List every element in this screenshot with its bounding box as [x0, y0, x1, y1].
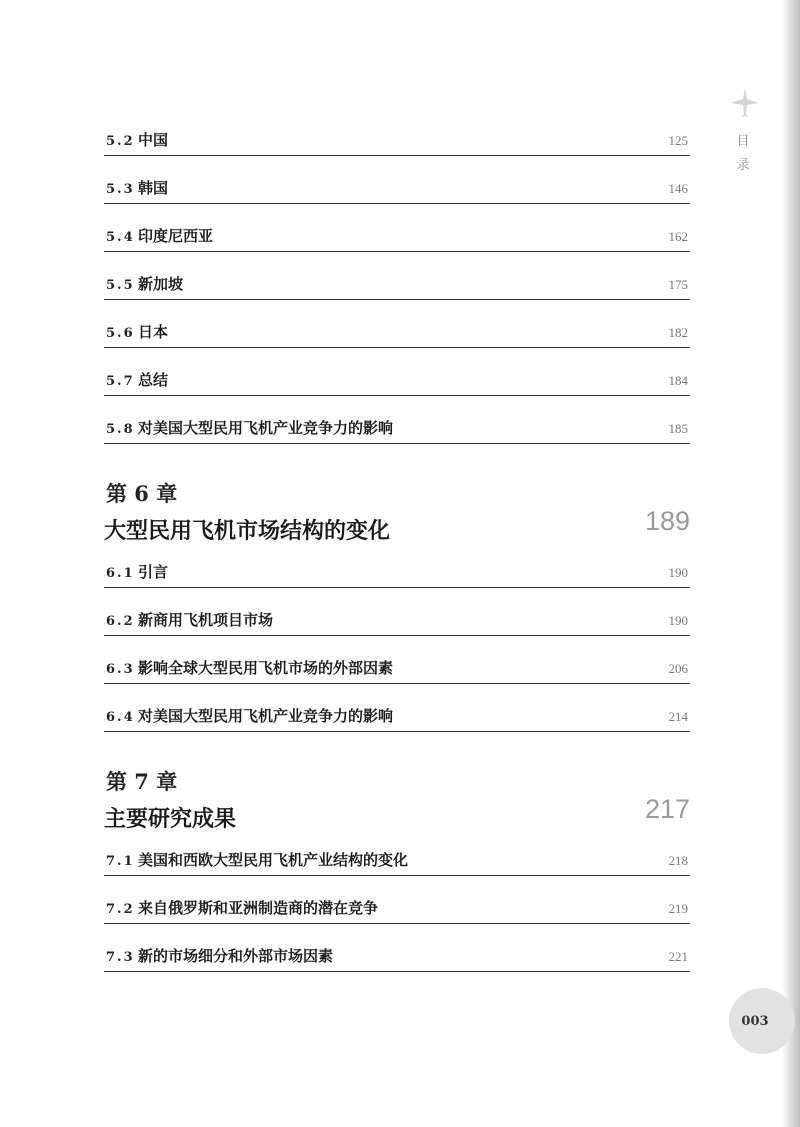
entry-page: 190	[668, 613, 688, 628]
entry-page: 146	[668, 181, 688, 196]
page-edge-shadow	[782, 0, 800, 1127]
entry-title: 日本	[138, 323, 169, 341]
chapter-page: 217	[644, 794, 690, 824]
entry-page: 125	[668, 133, 688, 148]
entry-page: 214	[668, 709, 688, 724]
entry-number: 5.3	[106, 182, 135, 197]
toc-entry[interactable]	[104, 598, 690, 636]
airplane-icon	[728, 86, 762, 120]
chapter-title: 大型民用飞机市场结构的变化	[104, 518, 391, 544]
entry-number: 5.5	[106, 278, 135, 293]
entry-number: 6.4	[106, 710, 135, 725]
entry-title: 对美国大型民用飞机产业竞争力的影响	[138, 419, 394, 437]
entry-number: 6.3	[106, 662, 135, 677]
chapter-heading[interactable]	[104, 766, 690, 838]
entry-page: 219	[668, 901, 688, 916]
entry-number: 6.1	[106, 566, 135, 581]
chapter-heading[interactable]	[104, 478, 690, 550]
entry-page: 182	[668, 325, 688, 340]
entry-title: 影响全球大型民用飞机市场的外部因素	[138, 659, 394, 677]
entry-page: 206	[668, 661, 688, 676]
entry-page: 175	[668, 277, 688, 292]
entry-title: 美国和西欧大型民用飞机产业结构的变化	[138, 851, 409, 869]
toc-entry[interactable]	[104, 262, 690, 300]
entry-title: 新商用飞机项目市场	[138, 611, 274, 629]
entry-number: 5.6	[106, 326, 135, 341]
entry-page: 218	[668, 853, 688, 868]
toc-entry[interactable]	[104, 550, 690, 588]
entry-title: 新的市场细分和外部市场因素	[138, 947, 334, 965]
entry-page: 190	[668, 565, 688, 580]
entry-title: 来自俄罗斯和亚洲制造商的潜在竞争	[138, 899, 379, 917]
entry-title: 韩国	[138, 179, 169, 197]
entry-page: 221	[668, 949, 688, 964]
toc-entry[interactable]	[104, 694, 690, 732]
toc-entry[interactable]	[104, 886, 690, 924]
toc-entry[interactable]	[104, 118, 690, 156]
toc-entry[interactable]	[104, 358, 690, 396]
entry-number: 7.3	[106, 950, 135, 965]
entry-title: 引言	[138, 563, 169, 581]
entry-number: 5.7	[106, 374, 135, 389]
entry-number: 5.4	[106, 230, 135, 245]
chapter-page: 189	[644, 506, 690, 536]
page-number: 003	[741, 1013, 769, 1029]
toc-entry[interactable]	[104, 214, 690, 252]
table-of-contents	[104, 118, 690, 982]
entry-title: 新加坡	[138, 275, 184, 293]
toc-entry[interactable]	[104, 934, 690, 972]
entry-title: 对美国大型民用飞机产业竞争力的影响	[138, 707, 394, 725]
entry-title: 中国	[138, 131, 169, 149]
toc-entry[interactable]	[104, 406, 690, 444]
entry-page: 184	[668, 373, 688, 388]
chapter-label: 第 6 章	[106, 481, 178, 506]
chapter-title: 主要研究成果	[104, 806, 237, 832]
entry-number: 6.2	[106, 614, 135, 629]
entry-page: 185	[668, 421, 688, 436]
entry-title: 总结	[138, 371, 169, 389]
entry-number: 5.8	[106, 422, 135, 437]
page-number-badge	[729, 988, 795, 1054]
toc-entry[interactable]	[104, 310, 690, 348]
toc-side-label: 目录	[736, 134, 750, 173]
entry-number: 5.2	[106, 134, 135, 149]
toc-entry[interactable]	[104, 646, 690, 684]
entry-number: 7.2	[106, 902, 135, 917]
chapter-label: 第 7 章	[106, 769, 178, 794]
toc-entry[interactable]	[104, 838, 690, 876]
entry-title: 印度尼西亚	[138, 227, 214, 245]
entry-number: 7.1	[106, 854, 135, 869]
toc-entry[interactable]	[104, 166, 690, 204]
entry-page: 162	[668, 229, 688, 244]
